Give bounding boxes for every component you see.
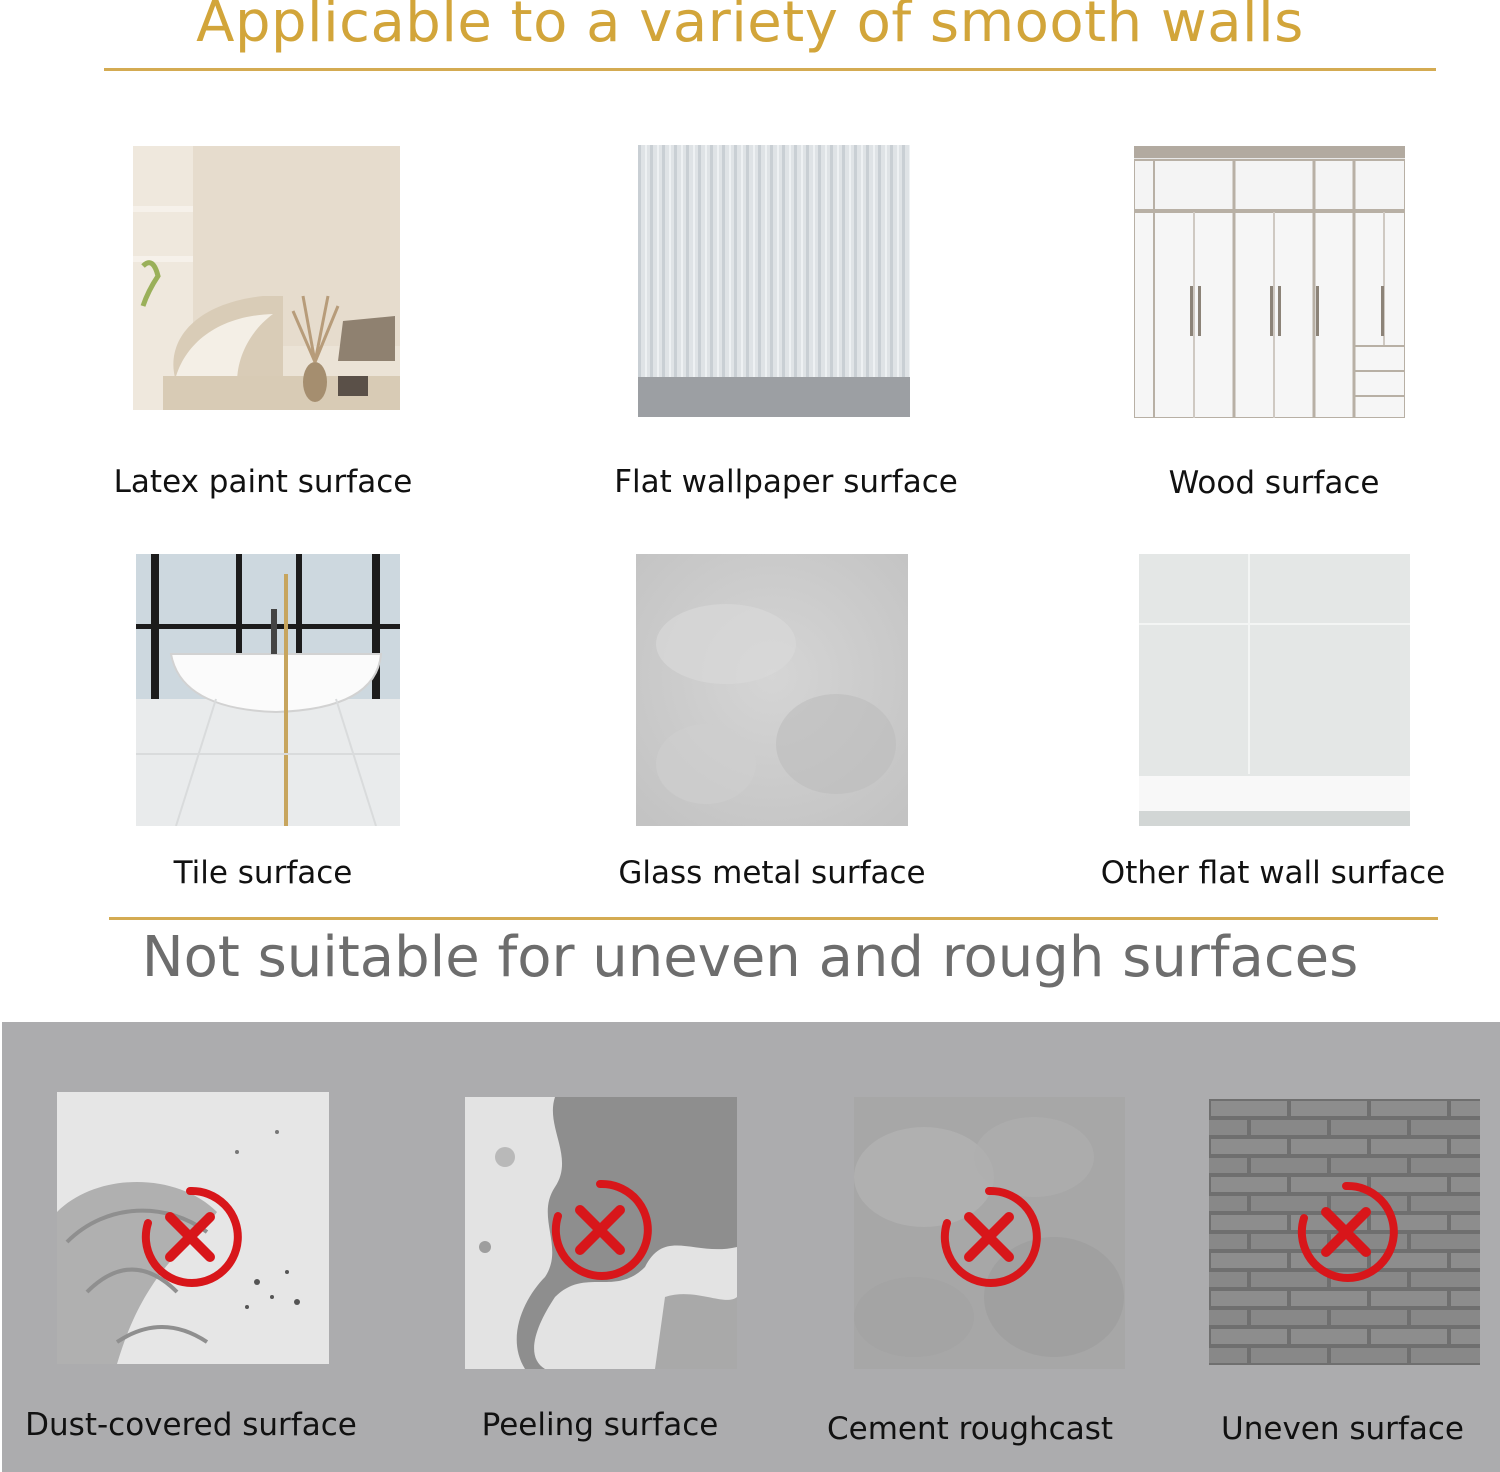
x-circle-icon (937, 1185, 1041, 1289)
striped-wallpaper-image (638, 145, 910, 417)
uneven-surface-label: Uneven surface (1221, 1411, 1464, 1447)
frosted-glass-image (636, 554, 908, 826)
living-room-image (133, 146, 400, 410)
glass-metal-label: Glass metal surface (618, 855, 926, 891)
flat-panel-image (1139, 554, 1410, 826)
unsuitable-title: Not suitable for uneven and rough surfaces (141, 925, 1359, 990)
other-flat-wall-label: Other flat wall surface (1100, 855, 1446, 891)
wood-surface-label: Wood surface (1168, 465, 1380, 501)
bathroom-image (136, 554, 400, 826)
flat-wallpaper-label: Flat wallpaper surface (614, 464, 958, 500)
x-circle-icon (1294, 1180, 1398, 1284)
latex-paint-label: Latex paint surface (113, 464, 413, 500)
x-circle-icon (548, 1178, 652, 1282)
dust-covered-label: Dust-covered surface (25, 1407, 357, 1443)
wardrobe-image (1134, 146, 1405, 418)
section-divider (109, 917, 1438, 920)
title-divider (104, 68, 1436, 71)
cement-roughcast-label: Cement roughcast (827, 1411, 1113, 1447)
page-title: Applicable to a variety of smooth walls (196, 0, 1304, 55)
tile-surface-label: Tile surface (173, 855, 353, 891)
peeling-label: Peeling surface (481, 1407, 719, 1443)
x-circle-icon (138, 1185, 242, 1289)
